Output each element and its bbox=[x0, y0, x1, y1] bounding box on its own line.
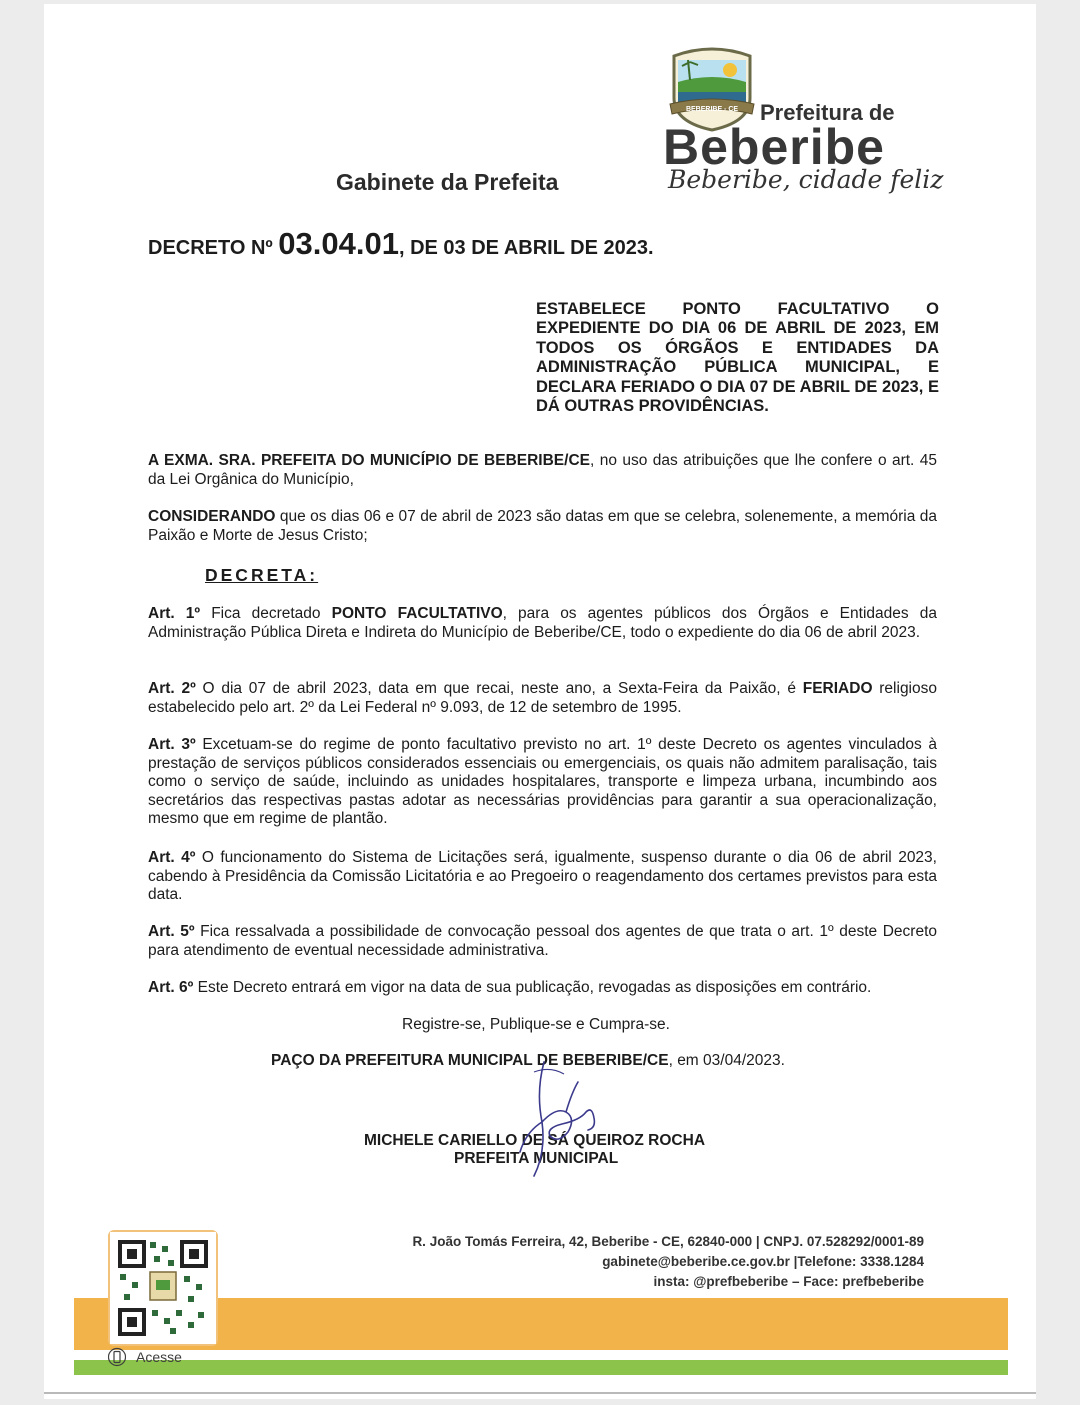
footer-social: insta: @prefbeberibe – Face: prefbeberibe bbox=[653, 1274, 924, 1289]
considerando-bold: CONSIDERANDO bbox=[148, 508, 276, 525]
article-label: Art. 2º bbox=[148, 680, 196, 697]
article-label: Art. 1º bbox=[148, 605, 201, 622]
article-2 bbox=[148, 680, 937, 717]
article-text: O dia 07 de abril 2023, data em que recai, neste ano, a Sexta-Feira da Paixão, é bbox=[195, 680, 803, 697]
article-1 bbox=[148, 605, 937, 642]
article-bold: PONTO FACULTATIVO bbox=[331, 605, 503, 622]
footer-contact: gabinete@beberibe.ce.gov.br |Telefone: 3338.1284 bbox=[602, 1254, 924, 1269]
article-4 bbox=[148, 849, 937, 905]
decree-suffix: , DE 03 DE ABRIL DE 2023. bbox=[398, 237, 654, 259]
paco-date: , em 03/04/2023. bbox=[668, 1052, 785, 1069]
footer-address: R. João Tomás Ferreira, 42, Beberibe - CE, 62840-000 | CNPJ. 07.528292/0001-89 bbox=[412, 1234, 924, 1249]
article-3 bbox=[148, 736, 937, 829]
article-text: Fica ressalvada a possibilidade de convocação pessoal dos agentes de que trata o art. 1º deste Decreto para atendimento de eventual necessidade administrativa. bbox=[148, 923, 937, 959]
article-text: O funcionamento do Sistema de Licitações será, igualmente, suspenso durante o dia 06 de abril 2023, cabendo à Presidência da Comissão Licitatória e ao Pregoeiro o reagendamento dos certames previstos para esta data. bbox=[148, 849, 937, 903]
preamble-paragraph bbox=[148, 452, 937, 489]
article-text: , para os agentes públicos dos Órgãos e Entidades da Administração Pública Direta e Indireta do Município de Beberibe/CE, todo o expediente do dia 06 de abril 2023. bbox=[148, 605, 937, 641]
article-6 bbox=[148, 979, 937, 998]
article-label: Art. 6º bbox=[148, 979, 194, 996]
decree-prefix: DECRETO Nº bbox=[148, 237, 279, 259]
city-name-logo: Beberibe bbox=[663, 119, 885, 175]
considerando-paragraph bbox=[148, 508, 937, 545]
signatory-role: PREFEITA MUNICIPAL bbox=[454, 1150, 619, 1167]
acesse-link[interactable] bbox=[108, 1347, 182, 1367]
signatory-name: MICHELE CARIELLO DE SÁ QUEIROZ ROCHA bbox=[364, 1132, 706, 1149]
page-bottom-rule bbox=[44, 1392, 1036, 1394]
article-label: Art. 3º bbox=[148, 736, 196, 753]
preamble-bold: A EXMA. SRA. PREFEITA DO MUNICÍPIO DE BEBERIBE/CE bbox=[148, 452, 590, 469]
document-page bbox=[44, 4, 1036, 1399]
decree-title bbox=[148, 226, 654, 262]
preamble-text: , no uso das atribuições que lhe confere o art. 45 da Lei Orgânica do Município, bbox=[148, 452, 937, 488]
article-label: Art. 4º bbox=[148, 849, 196, 866]
city-slogan: Beberibe, cidade feliz bbox=[668, 165, 944, 194]
registre-line: Registre-se, Publique-se e Cumpra-se. bbox=[402, 1016, 670, 1033]
decree-summary: ESTABELECE PONTO FACULTATIVO O EXPEDIENTE DO DIA 06 DE ABRIL DE 2023, EM TODOS OS ÓRGÃOS E ENTIDADES DA ADMINISTRAÇÃO PÚBLICA MUNICIPAL, E DECLARA FERIADO O DIA 07 DE ABRIL DE 2023, E DÁ OUTRAS PROVIDÊNCIAS. bbox=[536, 300, 939, 416]
decree-number: 03.04.01 bbox=[278, 226, 399, 261]
article-bold: FERIADO bbox=[802, 680, 873, 697]
handwritten-signature bbox=[506, 1052, 616, 1182]
article-text: Fica decretado bbox=[200, 605, 332, 622]
article-text: religioso estabelecido pelo art. 2º da Lei Federal nº 9.093, de 12 de setembro de 1995. bbox=[148, 680, 937, 716]
prefeitura-label: Prefeitura de bbox=[760, 100, 895, 125]
paco-bold: PAÇO DA PREFEITURA MUNICIPAL DE BEBERIBE/CE bbox=[271, 1052, 669, 1069]
cabinet-heading: Gabinete da Prefeita bbox=[336, 169, 559, 195]
article-text: Este Decreto entrará em vigor na data de sua publicação, revogadas as disposições em contrário. bbox=[193, 979, 872, 996]
footer-green-band bbox=[74, 1360, 1008, 1375]
considerando-text: que os dias 06 e 07 de abril de 2023 são datas em que se celebra, solenemente, a memória da Paixão e Morte de Jesus Cristo; bbox=[148, 508, 937, 544]
qr-code-icon bbox=[110, 1232, 216, 1344]
phone-icon bbox=[108, 1347, 126, 1367]
crest-banner-text: BEBERIBE - CE bbox=[685, 106, 739, 113]
decreta-heading: DECRETA: bbox=[205, 565, 319, 585]
article-label: Art. 5º bbox=[148, 923, 195, 940]
qr-code-card[interactable] bbox=[108, 1230, 218, 1346]
acesse-label: Acesse bbox=[136, 1349, 182, 1365]
article-5 bbox=[148, 923, 937, 960]
article-text: Excetuam-se do regime de ponto facultativo previsto no art. 1º deste Decreto os agentes vinculados à prestação de serviços públicos considerados essenciais ou emergenciais, os quais não admitem paralisação, tais como o serviço de saúde, incluindo as unidades hospitalares, transporte e limpeza urbana, incumbindo aos secretários das respectivas pastas adotar as necessárias providências para garantir a sua operacionalização, mesmo que em regime de plantão. bbox=[148, 736, 937, 827]
